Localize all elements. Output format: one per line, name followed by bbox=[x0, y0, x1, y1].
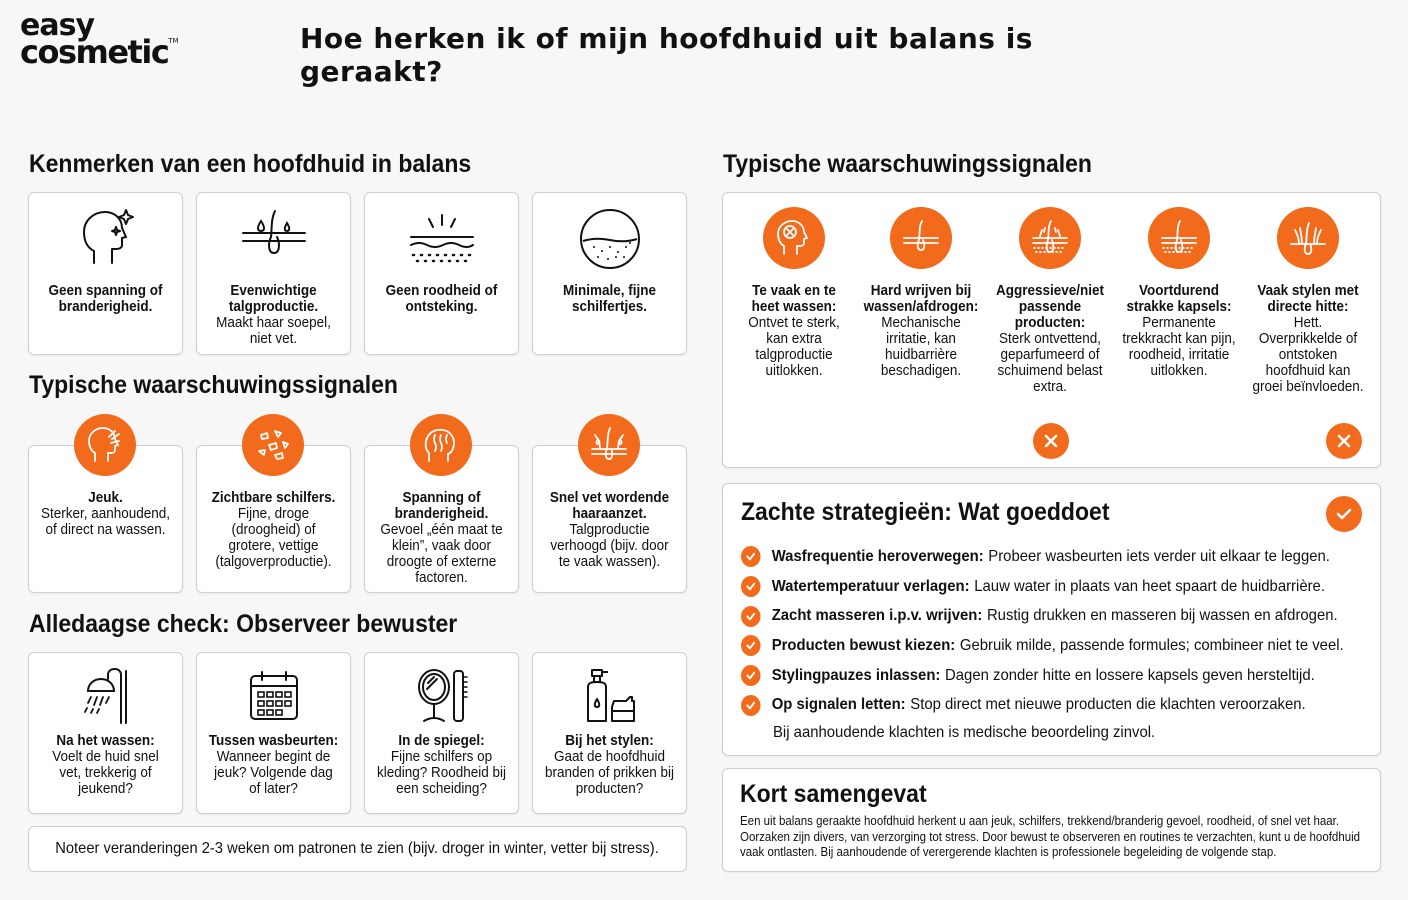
warning-right-heading: Typische waarschuwingssignalen bbox=[723, 150, 1092, 178]
check-icon bbox=[741, 576, 761, 597]
daily-card-3 bbox=[364, 652, 519, 814]
warning-item-5-text: Hett. Overprikkelde of ontstoken hoofdhuid kan groei beïnvloeden. bbox=[1252, 314, 1364, 395]
x-badge-icon bbox=[1326, 423, 1362, 459]
warning-item-4-text: Permanente trekkracht kan pijn, roodheid, irritatie uitlokken. bbox=[1122, 314, 1236, 379]
strategy-item bbox=[741, 572, 1325, 602]
strategy-item bbox=[741, 542, 1330, 572]
balance-card-1-bold: Geen spanning of branderigheid. bbox=[48, 282, 163, 315]
warning-item-1-bold: Te vaak en te heet wassen: bbox=[751, 282, 837, 315]
warning-item-5 bbox=[1244, 207, 1372, 395]
strategy-item-6-bold: Op signalen letten: bbox=[771, 696, 906, 714]
head-wash-icon bbox=[763, 207, 825, 269]
strategy-item-1-bold: Wasfrequentie heroverwegen: bbox=[771, 547, 984, 565]
strategies-panel bbox=[722, 483, 1381, 756]
irritated-follicle-icon bbox=[1019, 207, 1081, 269]
strategy-item bbox=[741, 631, 1344, 661]
strategies-list bbox=[741, 542, 1361, 720]
strategy-item bbox=[741, 601, 1338, 631]
daily-card-3-text: Fijne schilfers op kleding? Roodheid bij een scheiding? bbox=[376, 748, 507, 797]
daily-card-3-bold: In de spiegel: bbox=[398, 732, 485, 749]
tension-head-icon bbox=[410, 414, 472, 476]
strategy-item-2-text: Lauw water in plaats van heet spaart de huidbarrière. bbox=[974, 577, 1325, 595]
warning-item-5-bold: Vaak stylen met directe hitte: bbox=[1257, 282, 1359, 315]
brand-line-1: easy bbox=[20, 8, 95, 43]
product-bottles-icon bbox=[582, 667, 638, 725]
summary-panel bbox=[722, 768, 1381, 872]
daily-card-2 bbox=[196, 652, 351, 814]
summary-heading: Kort samengevat bbox=[740, 780, 927, 808]
warning-item-1-text: Ontvet te sterk, kan extra talgproductie uitlokken. bbox=[748, 314, 840, 379]
strategy-item-3-text: Rustig drukken en masseren bij wassen en afdrogen. bbox=[986, 607, 1338, 625]
tight-hairstyle-icon bbox=[1148, 207, 1210, 269]
warning-item-1 bbox=[730, 207, 858, 379]
balance-card-4 bbox=[532, 192, 687, 355]
itchy-head-icon bbox=[74, 414, 136, 476]
warning-card-2-bold: Zichtbare schilfers. bbox=[211, 489, 336, 506]
warning-item-4-bold: Voortdurend strakke kapsels: bbox=[1126, 282, 1232, 315]
strategy-item-4-bold: Producten bewust kiezen: bbox=[771, 636, 956, 654]
warning-panel bbox=[722, 192, 1381, 468]
strategy-item bbox=[741, 661, 1318, 691]
check-icon bbox=[741, 665, 761, 686]
daily-card-1-bold: Na het wassen: bbox=[56, 732, 155, 749]
brand-line-2: cosmetic bbox=[20, 32, 169, 71]
warning-card-4-text: Talgproductie verhoogd (bijv. door te vaak wassen). bbox=[550, 521, 669, 570]
strategies-note: Bij aanhoudende klachten is medische beoordeling zinvol. bbox=[773, 724, 1156, 741]
daily-card-4 bbox=[532, 652, 687, 814]
summary-text: Een uit balans geraakte hoofdhuid herkent u aan jeuk, schilfers, trekkend/branderig gevoel, roodheid, of snel vet haar. Oorzaken zijn divers, van verzorging tot stress. Door bewust te observeren en routines te verzachten, kunt u de hoofdhuid vaak ontlasten. Bij aanhoudende of verergerende klachten is professionele begeleiding de volgende stap. bbox=[740, 814, 1361, 859]
warning-card-3-bold: Spanning of branderigheid. bbox=[394, 489, 489, 522]
mirror-comb-icon bbox=[412, 667, 472, 725]
balance-card-2 bbox=[196, 192, 351, 355]
x-badge-icon bbox=[1033, 423, 1069, 459]
page-title: Hoe herken ik of mijn hoofdhuid uit balans is geraakt? bbox=[300, 22, 1033, 88]
flakes-icon bbox=[242, 414, 304, 476]
warning-card-4-bold: Snel vet wordende haaraanzet. bbox=[549, 489, 670, 522]
brand-logo bbox=[20, 8, 190, 71]
warning-left-heading: Typische waarschuwingssignalen bbox=[29, 371, 398, 399]
strategy-item-3-bold: Zacht masseren i.p.v. wrijven: bbox=[771, 607, 983, 625]
strategy-item-5-text: Dagen zonder hitte en lossere kapsels geven hersteltijd. bbox=[945, 666, 1315, 684]
balance-card-4-bold: Minimale, fijne schilfertjes. bbox=[562, 282, 657, 315]
hair-follicle-icon bbox=[239, 209, 309, 265]
daily-card-1 bbox=[28, 652, 183, 814]
head-sparkle-icon bbox=[74, 205, 138, 269]
heat-styling-icon bbox=[1277, 207, 1339, 269]
check-icon bbox=[741, 546, 761, 567]
balance-card-2-text: Maakt haar soepel, niet vet. bbox=[216, 314, 331, 347]
observation-note-text: Noteer veranderingen 2-3 weken om patronen te zien (bijv. droger in winter, vetter bij stress). bbox=[55, 840, 660, 857]
fine-flakes-circle-icon bbox=[578, 207, 642, 271]
daily-card-4-bold: Bij het stylen: bbox=[565, 732, 654, 749]
shower-icon bbox=[77, 667, 135, 725]
warning-item-4 bbox=[1115, 207, 1243, 379]
daily-card-2-text: Wanneer begint de jeuk? Volgende dag of later? bbox=[214, 748, 333, 797]
calendar-icon bbox=[247, 669, 301, 723]
check-icon bbox=[741, 635, 761, 656]
strategy-item-2-bold: Watertemperatuur verlagen: bbox=[771, 577, 970, 595]
check-icon bbox=[741, 695, 761, 716]
strategy-item-6-text: Stop direct met nieuwe producten die klachten veroorzaken. bbox=[910, 696, 1306, 714]
daily-card-2-bold: Tussen wasbeurten: bbox=[208, 732, 339, 749]
balance-card-3 bbox=[364, 192, 519, 355]
daily-card-1-text: Voelt de huid snel vet, trekkerig of jeukend? bbox=[52, 748, 159, 797]
oily-hair-icon bbox=[578, 414, 640, 476]
strategy-item bbox=[741, 690, 1318, 720]
daily-card-4-text: Gaat de hoofdhuid branden of prikken bij producten? bbox=[544, 748, 675, 797]
calm-skin-icon bbox=[407, 211, 477, 265]
check-badge-icon bbox=[1326, 496, 1362, 532]
strategies-heading: Zachte strategieën: Wat goeddoet bbox=[741, 498, 1110, 526]
daily-heading: Alledaagse check: Observeer bewuster bbox=[29, 610, 458, 638]
warning-card-2-text: Fijne, droge (droogheid) of grotere, vettige (talgoverproductie). bbox=[215, 505, 332, 570]
warning-card-1-bold: Jeuk. bbox=[88, 489, 123, 506]
warning-item-3-text: Sterk ontvettend, geparfumeerd of schuimend belast extra. bbox=[997, 330, 1103, 395]
strategy-item-1-text: Probeer wasbeurten iets verder uit elkaar te leggen. bbox=[988, 547, 1330, 565]
strategy-item-4-text: Gebruik milde, passende formules; combineer niet te veel. bbox=[959, 636, 1344, 654]
balance-card-2-bold: Evenwichtige talgproductie. bbox=[228, 282, 319, 315]
strategy-item-5-bold: Stylingpauzes inlassen: bbox=[771, 666, 941, 684]
balance-card-1 bbox=[28, 192, 183, 355]
balance-card-3-bold: Geen roodheid of ontsteking. bbox=[385, 282, 498, 315]
observation-note bbox=[28, 826, 687, 872]
warning-item-3 bbox=[986, 207, 1114, 395]
check-icon bbox=[741, 606, 761, 627]
warning-item-2-bold: Hard wrijven bij wassen/afdrogen: bbox=[863, 282, 979, 315]
warning-card-1-text: Sterker, aanhoudend, of direct na wassen. bbox=[40, 505, 171, 538]
balance-heading: Kenmerken van een hoofdhuid in balans bbox=[29, 150, 472, 178]
warning-item-2 bbox=[857, 207, 985, 379]
warning-item-2-text: Mechanische irritatie, kan huidbarrière beschadigen. bbox=[880, 314, 962, 379]
warning-item-3-bold: Aggressieve/niet passende producten: bbox=[995, 282, 1105, 331]
hair-rub-icon bbox=[890, 207, 952, 269]
brand-trademark: TM bbox=[168, 36, 179, 45]
warning-card-3-text: Gevoel „één maat te klein”, vaak door droogte of externe factoren. bbox=[380, 521, 503, 586]
